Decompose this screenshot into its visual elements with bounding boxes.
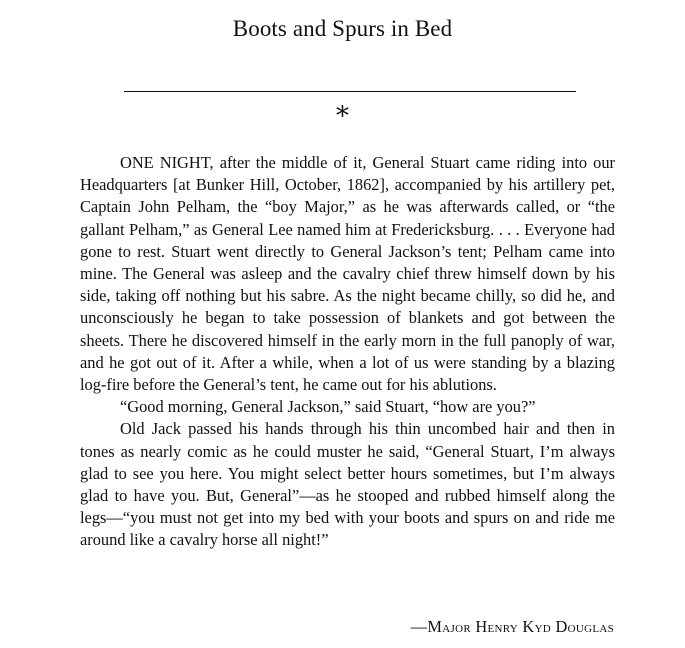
paragraph-3 [80,418,615,551]
paragraph-text: Old Jack passed his hands through his thin uncombed hair and then in tones as nearly comic as he could muster he said, “General Stuart, I’m always glad to see you here. You might select better hours sometimes, but I’m always glad to have you. But, General”—as he stooped and rubbed himself along the legs—“you must not get into my bed with your boots and spurs on and ride me around like a cavalry horse all night!” [80,419,615,550]
page-title: Boots and Spurs in Bed [232,16,453,41]
paragraph-1 [80,152,615,396]
paragraph-text: after the middle of it, General Stuart came riding into our Headquarters [at Bunker Hill, October, 1862], accompanied by his artillery pet, Captain John Pelham, the “boy Major,” as he was afterwards called, or “the gallant Pelham,” as General Lee named him at Fredericksburg. . . . Everyone had gone to rest. Stuart went directly to General Jackson’s tent; Pelham came into mine. The General was asleep and the cavalry chief threw himself down by his side, taking off nothing but his sabre. As the night became chilly, so did he, and unconsciously he began to take possession of blankets and got between the sheets. There he discovered himself in the early morn in the full panoply of war, and he got out of it. After a while, when a lot of us were standing by a blazing log-fire before the General’s tent, he came out for his ablutions. [80,153,615,395]
story-body [80,152,615,552]
asterisk-ornament-icon: ∗ [333,96,352,125]
attribution: —Major Henry Kyd Douglas [410,617,614,636]
paragraph-text: “Good morning, General Jackson,” said Stuart, “how are you?” [120,397,536,417]
title-rule [124,91,576,92]
paragraph-lead: ONE NIGHT, [120,153,214,172]
paragraph-2 [80,396,615,418]
